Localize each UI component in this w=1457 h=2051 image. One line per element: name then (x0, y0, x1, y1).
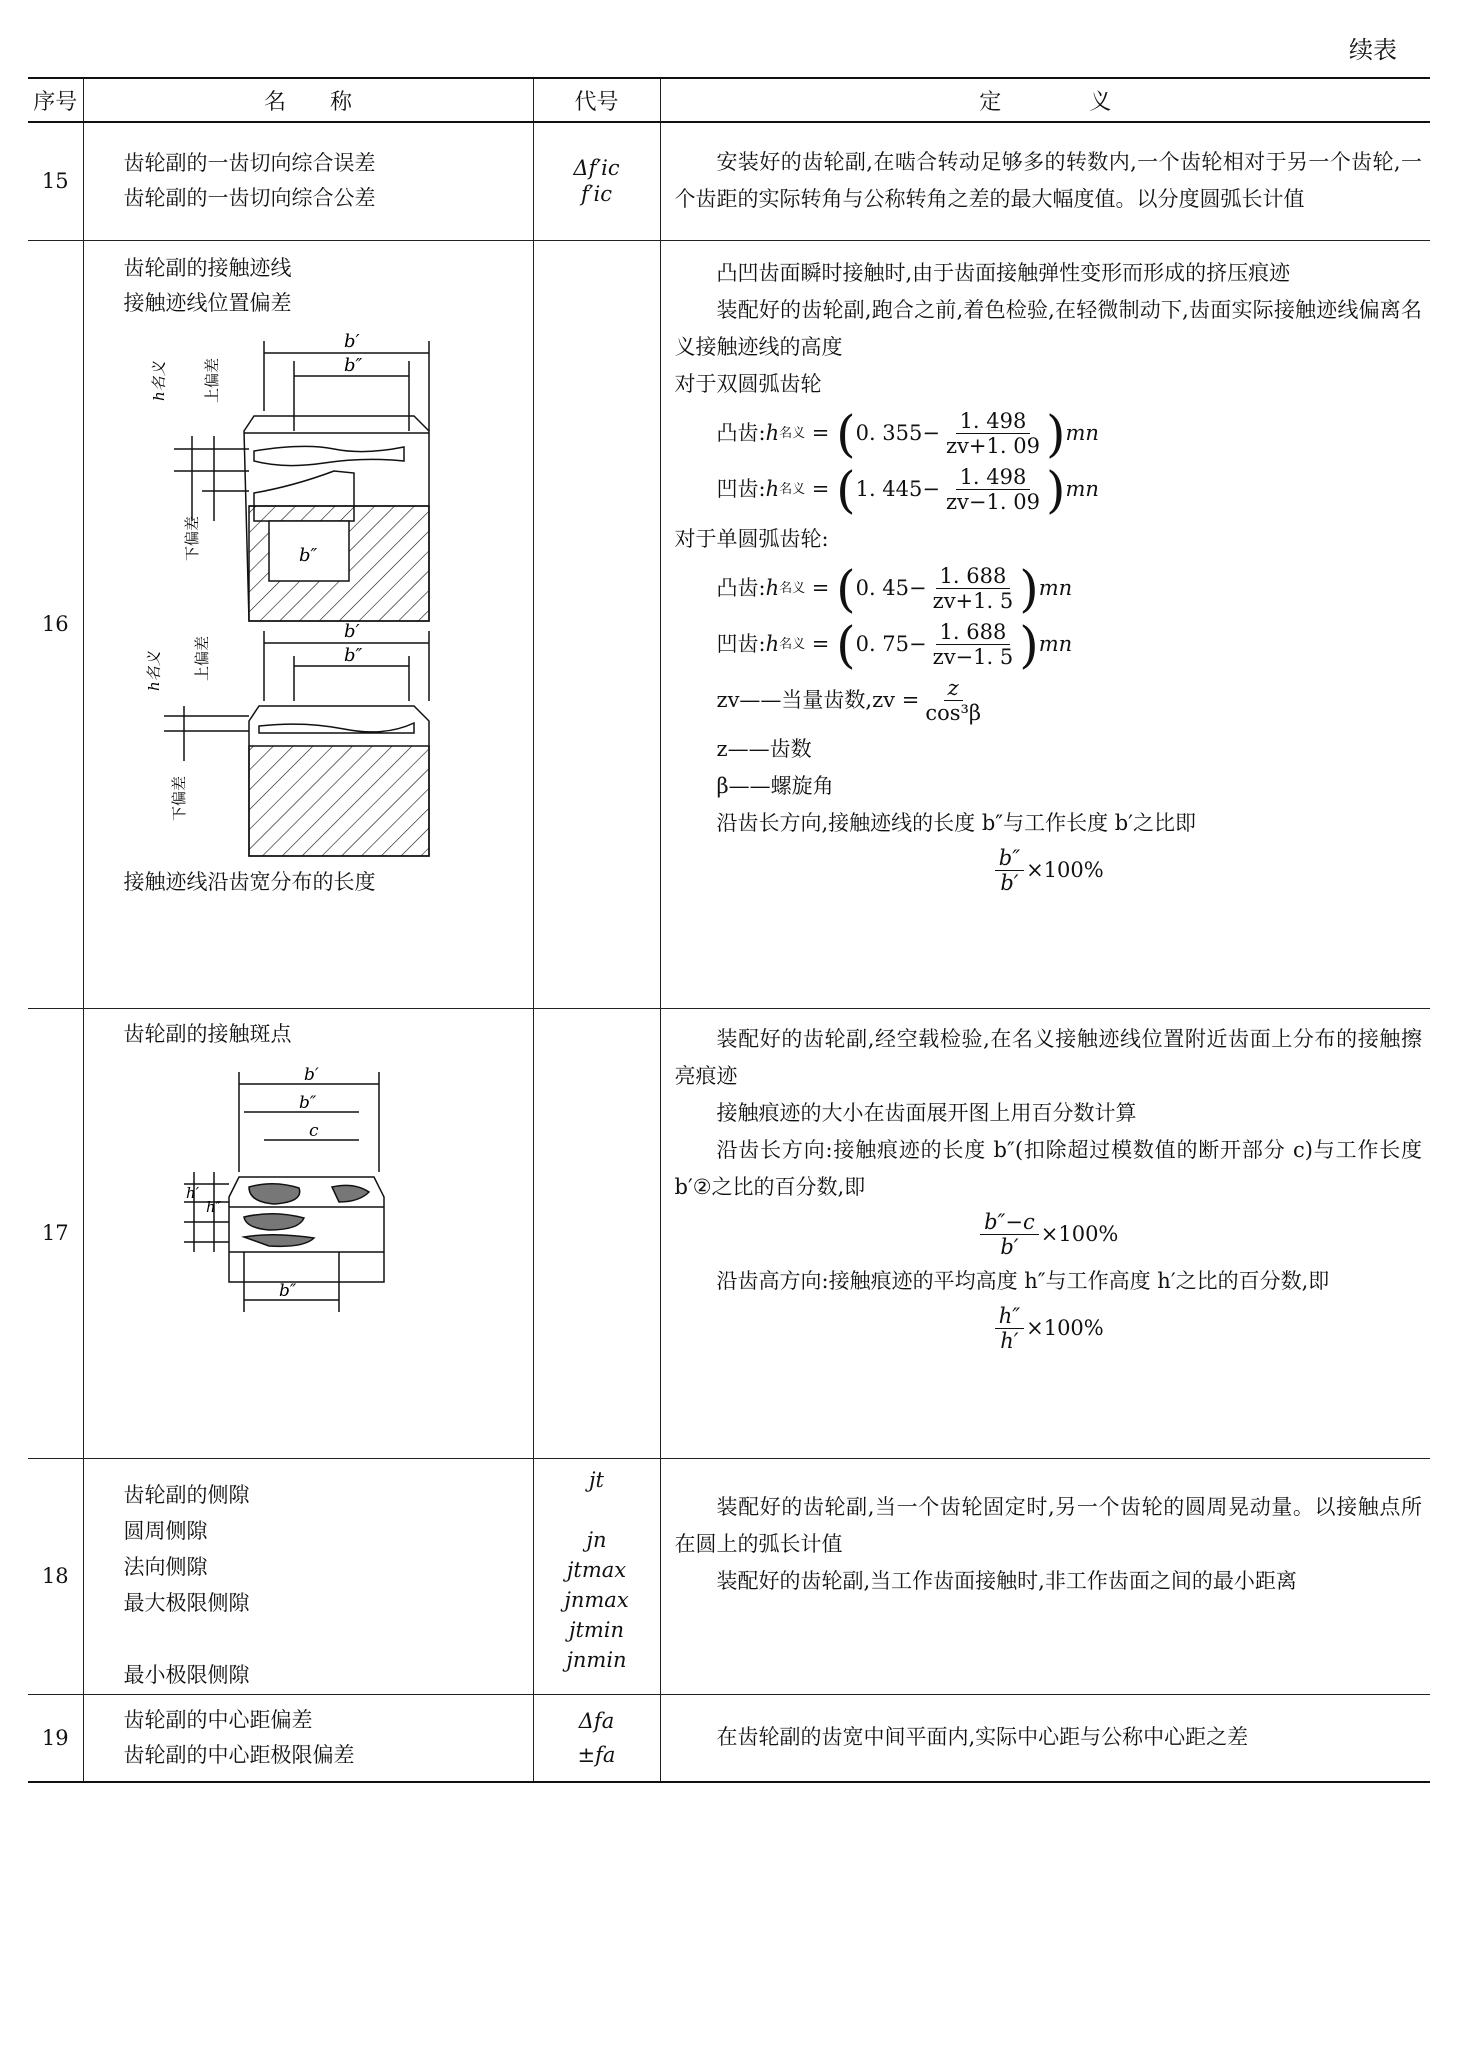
name-line: 最小极限侧隙 (123, 1662, 250, 1687)
formula-convex-single: 凸齿: h 名义 = ( 0. 45− $\frac{1. 688}{zv+1. 5}$ ) mn (716, 559, 1073, 618)
name-line: 接触迹线位置偏差 (123, 290, 292, 315)
def-text: 装配好的齿轮副,当一个齿轮固定时,另一个齿轮的圆周晃动量。以接触点所在圆上的弧长计值 (674, 1494, 1422, 1556)
row-name (83, 122, 533, 240)
def-text: 沿齿高方向:接触痕迹的平均高度 h″与工作高度 h′之比的百分数,即 (716, 1268, 1330, 1293)
pct: ×100% (1040, 1221, 1119, 1246)
name-line: 齿轮副的接触斑点 (123, 1021, 292, 1046)
code-line: jtmin (568, 1617, 625, 1642)
def-text: 装配好的齿轮副,经空载检验,在名义接触迹线位置附近齿面上分布的接触擦亮痕迹 (674, 1026, 1422, 1088)
code-line: jnmin (566, 1647, 627, 1672)
length-ratio-formula (675, 1210, 1423, 1259)
fig-label-lower-lower: 下偏差 (169, 775, 188, 821)
name-line (124, 1621, 533, 1657)
fig-label-b2-lower: b″ (343, 644, 362, 666)
formula-mn: mn (1065, 421, 1099, 445)
def-text: 接触痕迹的大小在齿面展开图上用百分数计算 (716, 1100, 1137, 1125)
fig-label-b2: b″ (298, 1092, 316, 1113)
code-line: Δfa (578, 1708, 615, 1733)
fig-label-b2: b″ (343, 354, 362, 376)
formula-zv (717, 676, 1423, 725)
name-line: 齿轮副的一齿切向综合误差 (123, 151, 376, 176)
code-line: jt (589, 1467, 604, 1492)
header-name: 名 称 (83, 78, 533, 122)
fig-label-h2: h″ (205, 1197, 221, 1216)
frac-den: h′ (1000, 1328, 1019, 1353)
formula-h-sub: 名义 (779, 482, 806, 497)
def-text: 在齿轮副的齿宽中间平面内,实际中心距与公称中心距之差 (716, 1725, 1249, 1750)
formula-convex-double: 凸齿: h 名义 = ( 0. 355− $\frac{1. 498}{zv+1. 09}$ ) mn (716, 404, 1099, 463)
row-no: 15 (28, 122, 83, 240)
def-text: 装配好的齿轮副,跑合之前,着色检验,在轻微制动下,齿面实际接触迹线偏离名义接触迹线的高度 (674, 297, 1422, 359)
frac-num: h″ (995, 1304, 1024, 1329)
row-name (83, 240, 533, 1008)
def-text: β——螺旋角 (716, 773, 834, 798)
frac-num: 1. 498 (956, 465, 1031, 490)
row-name (83, 1694, 533, 1782)
contact-spot-figure (104, 1052, 404, 1452)
name-line: 齿轮副的接触迹线 (123, 255, 292, 280)
table-row (28, 1008, 1430, 1458)
code-line (534, 1495, 660, 1525)
zv-def: zv——当量齿数,zv = (716, 687, 920, 712)
fig-label-b1: b′ (303, 1064, 319, 1085)
code-line: f′ic (580, 182, 613, 207)
formula-label: 凹齿: (716, 477, 766, 501)
fig-label-lower: 下偏差 (182, 515, 201, 561)
def-text: 安装好的齿轮副,在啮合转动足够多的转数内,一个齿轮相对于另一个齿轮,一个齿距的实际转角与公称转角之差的最大幅度值。以分度圆弧长计值 (674, 150, 1422, 212)
row-def (660, 1694, 1430, 1782)
name-line: 接触迹线沿齿宽分布的长度 (123, 869, 376, 894)
row-code (533, 240, 660, 1008)
header-def: 定 义 (660, 78, 1430, 122)
def-text: 装配好的齿轮副,当工作齿面接触时,非工作齿面之间的最小距离 (716, 1568, 1297, 1593)
row-no: 19 (28, 1694, 83, 1782)
row-def (660, 1008, 1430, 1458)
name-line: 齿轮副的中心距偏差 (123, 1707, 313, 1732)
code-line: jtmax (566, 1557, 627, 1582)
row-code (533, 1694, 660, 1782)
gear-definition-table (28, 77, 1430, 1783)
name-line: 齿轮副的中心距极限偏差 (123, 1742, 355, 1767)
frac-den: zv−1. 5 (932, 645, 1014, 669)
formula-h-sub: 名义 (779, 426, 806, 441)
formula-term: 0. 75− (855, 632, 927, 656)
frac-den: b′ (1000, 1234, 1019, 1259)
name-line: 圆周侧隙 (123, 1518, 208, 1543)
frac-num: b″−c (980, 1210, 1039, 1235)
frac-num: 1. 498 (956, 409, 1031, 434)
formula-concave-double: 凹齿: h 名义 = ( 1. 445− $\frac{1. 498}{zv-1. 09}$ ) mn (716, 460, 1099, 519)
row-def (660, 122, 1430, 240)
formula-term: 0. 355− (855, 421, 940, 445)
name-line: 法向侧隙 (123, 1554, 208, 1579)
fig-label-h-nominal-lower: h名义 (144, 650, 163, 691)
name-line: 齿轮副的侧隙 (123, 1482, 250, 1507)
row-name (83, 1008, 533, 1458)
formula-mn: mn (1038, 576, 1073, 600)
code-line: jnmax (564, 1587, 629, 1612)
row-no: 17 (28, 1008, 83, 1458)
code-line: Δf′ic (573, 156, 620, 181)
pct: ×100% (1026, 1315, 1104, 1340)
formula-h: h (765, 477, 780, 501)
fig-label-b2-bottom: b″ (278, 1280, 296, 1301)
def-text: z——齿数 (716, 736, 812, 761)
name-line: 齿轮副的一齿切向综合公差 (123, 186, 376, 211)
def-text: 对于双圆弧齿轮 (674, 371, 822, 396)
contact-line-figure (104, 321, 434, 861)
fig-label-upper-lower: 上偏差 (192, 635, 211, 681)
frac-den: b′ (1000, 870, 1019, 895)
formula-mn: mn (1065, 477, 1099, 501)
frac-num: b″ (995, 846, 1024, 871)
code-line: ±fa (577, 1742, 616, 1767)
formula-h: h (765, 421, 780, 445)
formula-h-sub: 名义 (779, 637, 806, 652)
formula-label: 凹齿: (716, 632, 766, 656)
ratio-formula (675, 846, 1423, 895)
frac-num: 1. 688 (936, 620, 1011, 645)
fig-label-b1: b′ (343, 330, 360, 352)
row-def (660, 240, 1430, 1008)
frac-den: zv+1. 5 (932, 589, 1014, 613)
row-code (533, 1458, 660, 1694)
formula-label: 凸齿: (716, 576, 766, 600)
formula-h: h (765, 576, 780, 600)
row-code (533, 122, 660, 240)
fig-label-b1-lower: b′ (343, 620, 360, 642)
continued-label: 续表 (1349, 36, 1397, 64)
table-row (28, 1694, 1430, 1782)
row-name (83, 1458, 533, 1694)
code-line: jn (586, 1527, 607, 1552)
fig-label-h1: h′ (185, 1183, 199, 1202)
frac-den: zv−1. 09 (945, 490, 1040, 514)
frac-num: z (944, 676, 963, 701)
formula-mn: mn (1038, 632, 1073, 656)
def-text: 凸凹齿面瞬时接触时,由于齿面接触弹性变形而形成的挤压痕迹 (716, 260, 1291, 285)
header-no: 序号 (28, 78, 83, 122)
table-row (28, 240, 1430, 1008)
formula-h: h (765, 632, 780, 656)
fig-label-c: c (308, 1120, 319, 1141)
row-def (660, 1458, 1430, 1694)
fig-label-h-nominal: h名义 (149, 360, 168, 401)
formula-h-sub: 名义 (779, 581, 806, 596)
formula-term: 1. 445− (855, 477, 940, 501)
def-text: 沿齿长方向:接触痕迹的长度 b″(扣除超过模数值的断开部分 c)与工作长度 b′②之比的百分数,即 (674, 1137, 1422, 1199)
frac-den: zv+1. 09 (945, 434, 1040, 458)
table-header (28, 78, 1430, 122)
pct: ×100% (1026, 857, 1104, 882)
formula-term: 0. 45− (855, 576, 927, 600)
height-ratio-formula (675, 1304, 1423, 1353)
def-text: 沿齿长方向,接触迹线的长度 b″与工作长度 b′之比即 (716, 810, 1197, 835)
frac-num: 1. 688 (936, 564, 1011, 589)
table-row (28, 122, 1430, 240)
fig-label-b2-inner: b″ (298, 544, 317, 566)
frac-den: cos³β (925, 700, 982, 725)
formula-concave-single: 凹齿: h 名义 = ( 0. 75− $\frac{1. 688}{zv-1. 5}$ ) mn (716, 615, 1073, 674)
row-no: 18 (28, 1458, 83, 1694)
row-no: 16 (28, 240, 83, 1008)
formula-label: 凸齿: (716, 421, 766, 445)
row-code (533, 1008, 660, 1458)
table-row (28, 1458, 1430, 1694)
def-text: 对于单圆弧齿轮: (674, 526, 829, 551)
fig-label-upper: 上偏差 (202, 357, 221, 403)
name-line: 最大极限侧隙 (123, 1590, 250, 1615)
header-code: 代号 (533, 78, 660, 122)
